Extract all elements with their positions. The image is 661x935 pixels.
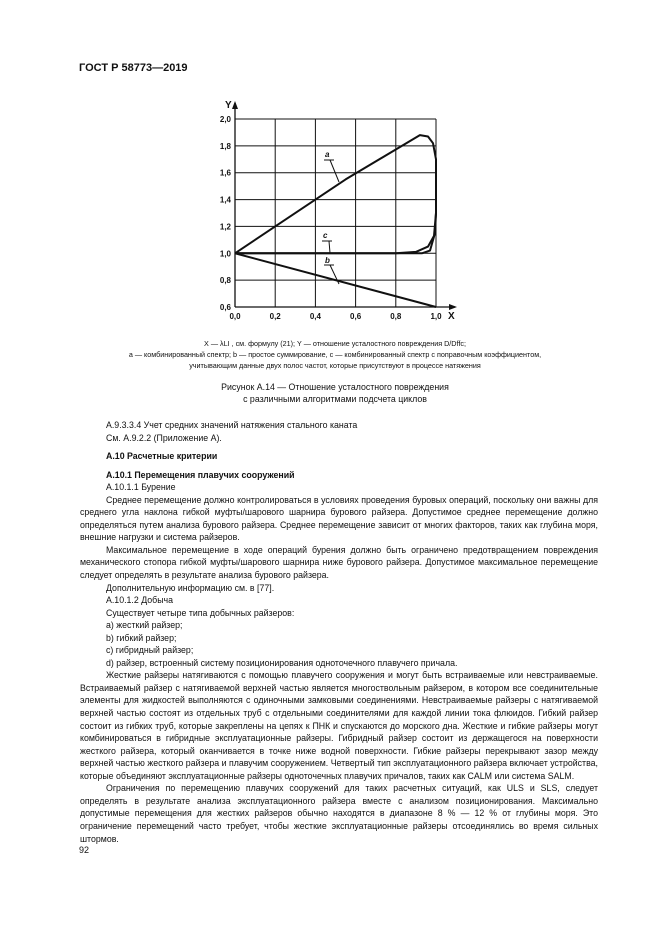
section-heading: А.10 Расчетные критерии [106,451,218,462]
standard-header: ГОСТ Р 58773—2019 [79,62,188,74]
list-item: b) гибкий райзер; [106,632,177,643]
figure-caption-line-2: с различными алгоритмами подсчета циклов [243,394,427,404]
paragraph: Ограничения по перемещению плавучих сооружений для таких расчетных ситуаций, как ULS и SLS, следует определять в результате анализа эксплуатационного райзера вместе с анализом позиционирования. Максимально допустимые перемещения для жестких райзеров обычно находятся в диапазоне 8 % — 12 % от глубины моря. Это ограничение перемещений часто требует, чтобы жесткие эксплуатационные райзеры отсоединялись во время сильных штормов. [80,783,598,844]
curve-label-leader [330,265,339,284]
x-axis-label: X [448,311,455,322]
chart-curve-labels [322,150,339,284]
subsection-heading: А.10.1 Перемещения плавучих сооружений [106,469,295,480]
chart-grid [235,119,436,307]
curve-label-b: b [325,256,330,265]
curve-a [235,135,436,253]
x-tick-label: 0,2 [269,312,281,321]
x-tick-label: 0,6 [350,312,362,321]
x-axis-arrow [449,304,457,310]
y-tick-label: 0,6 [219,303,231,312]
figure-caption [80,381,590,405]
curve-label-c: c [323,231,328,240]
y-tick-label: 0,8 [219,276,231,286]
paragraph: См. А.9.2.2 (Приложение А). [106,432,222,443]
x-tick-label: 1,0 [430,312,442,321]
x-tick-label: 0,4 [309,312,321,321]
y-tick-label: 1,2 [219,222,231,232]
paragraph: Жесткие райзеры натягиваются с помощью плавучего сооружения и могут быть встраиваемые или невстраиваемые. Встраиваемый райзер с натягиваемой верхней частью является многоствольным райзером, в котором все соединительные элементы для жидкостей выполняются с одиночными замковыми соединениями. Невстраиваемые райзеры с натягиваемой верхней частью состоят из отдельных труб с отдельными соединителями для каждой линии тока флюидов. Гибкий райзер состоит из гибких труб, которые закреплены на цепях к ПНК и спускаются до морского дна. Жесткие и гибкие райзеры могут комбинироваться в гибридные эксплуатационные райзеры. Гибридный райзер состоит из держащегося на поверхности жесткого райзера, который оканчивается в точке ниже водной поверхности. Гибкие райзеры перекрывают зазор между верхней частью жесткого райзера и плавучим сооружением. Четвертый тип эксплуатационного райзера включает устройства, которые объединяют эксплуатационные райзеры одноточечных плавучих причалов, таких как CALM или система SALM. [80,670,598,781]
paragraph: Дополнительную информацию см. в [77]. [106,582,275,593]
legend-line-3: учитывающим данные двух полос частот, которые присутствуют в процессе натяжения [189,361,481,370]
y-axis-label: Y [225,100,232,111]
x-tick-label: 0,8 [390,312,402,321]
chart-curves [235,135,436,307]
paragraph: Среднее перемещение должно контролироваться в условиях проведения буровых операций, поскольку они важны для среднего угла наклона гибкой муфты/шарового шарнира бурового райзера. Допустимое среднее перемещение должно определяться путем анализа бурового райзера. Среднее перемещение зависит от многих факторов, таких как глубина моря, внешние нагрузки и система райзеров. [80,494,598,543]
clause-heading: А.10.1.2 Добыча [106,595,173,606]
list-item: d) райзер, встроенный систему позиционирования одноточечного плавучего причала. [106,657,458,668]
figure-caption-line-1: Рисунок А.14 — Отношение усталостного повреждения [221,382,449,392]
y-tick-label: 1,4 [219,195,231,205]
y-tick-label: 1,6 [219,168,231,178]
list-item: а) жесткий райзер; [106,620,183,631]
paragraph: Существует четыре типа добычных райзеров: [106,607,295,618]
legend-line-2: a — комбинированный спектр; b — простое суммирование, c — комбинированный спектр с поправочным коэффициентом, [128,350,542,359]
damage-ratio-chart [0,90,661,330]
body-text [80,419,598,845]
x-tick-label: 0,0 [229,312,241,321]
paragraph: Максимальное перемещение в ходе операций бурения должно быть ограничено предотвращением повреждения механического стопора гибкой муфты/шарового шарнира ниже бурового райзера. Допустимое максимальное перемещение следует определять в результате анализа бурового райзера. [80,544,598,581]
clause-heading: А.10.1.1 Бурение [106,482,176,493]
chart-axes [225,100,457,322]
y-tick-label: 2,0 [219,115,231,124]
y-tick-label: 1,0 [219,249,231,259]
page-number: 92 [79,845,90,855]
curve-label-leader [329,241,330,253]
legend-line-1: X — λLI , см. формулу (21); Y — отношение усталостного повреждения D/Dffc; [204,339,466,348]
list-item: с) гибридный райзер; [106,645,194,656]
curve-label-a: a [325,150,330,159]
y-axis-arrow [232,101,238,109]
figure-legend [80,338,590,371]
curve-label-leader [330,160,339,182]
paragraph: A.9.3.3.4 Учет средних значений натяжения стального каната [106,420,358,430]
y-tick-label: 1,8 [219,141,231,151]
